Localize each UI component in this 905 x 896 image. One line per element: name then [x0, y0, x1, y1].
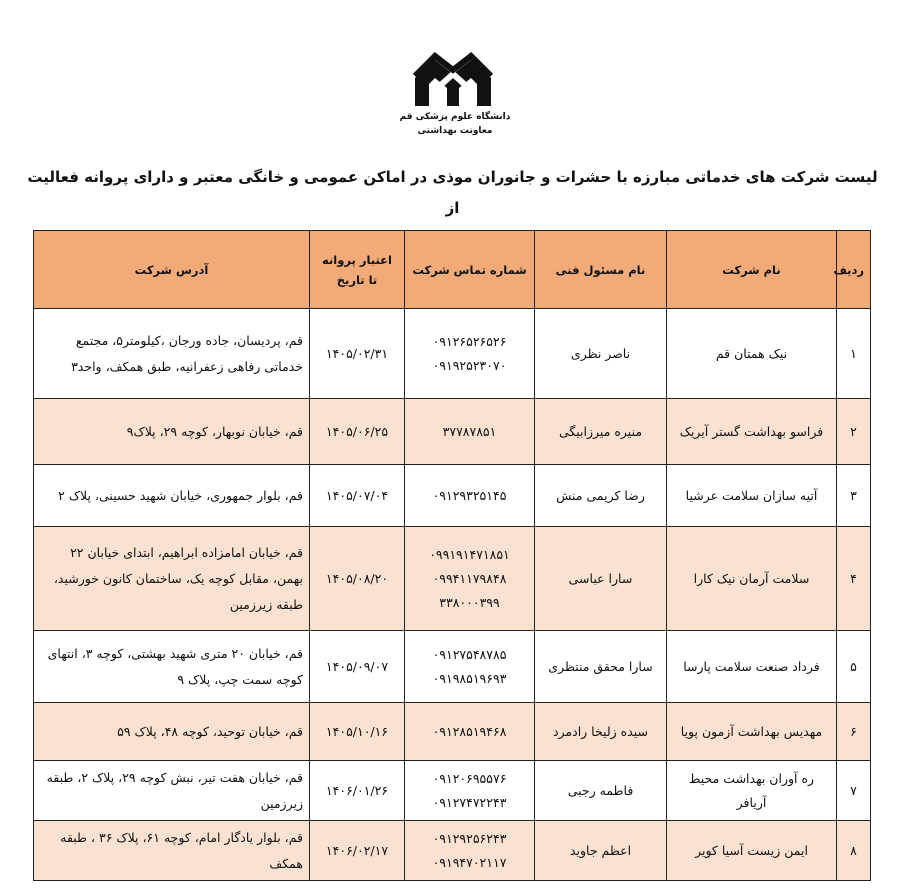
company-address: قم، خیابان امامزاده ابراهیم، ابتدای خیابان ۲۲ بهمن، مقابل کوچه یک، ساختمان کانون خورشید، طبقه زیرزمین — [34, 527, 310, 631]
phone-number: ۳۳۸۰۰۰۳۹۹ — [439, 594, 500, 610]
company-name: ایمن زیست آسیا کویر — [667, 821, 837, 881]
row-number: ۱ — [837, 309, 871, 399]
phone-number: ۰۹۱۲۸۵۱۹۴۶۸ — [432, 723, 507, 739]
company-address: قم، خیابان ۲۰ متری شهید بهشتی، کوچه ۳، انتهای کوچه سمت چپ، پلاک ۹ — [34, 631, 310, 703]
header-phone: شماره تماس شرکت — [405, 231, 535, 309]
company-address: قم، خیابان هفت تیر، نبش کوچه ۲۹، پلاک ۲، طبقه زیرزمین — [34, 761, 310, 821]
table-row — [34, 309, 871, 399]
header-manager: نام مسئول فنی — [535, 231, 667, 309]
phone-number: ۰۹۱۲۷۴۷۲۲۴۳ — [432, 794, 507, 810]
table-row — [34, 399, 871, 465]
manager-name: فاطمه رجبی — [535, 761, 667, 821]
phone-number: ۰۹۹۴۱۱۷۹۸۴۸ — [432, 570, 507, 586]
row-number: ۴ — [837, 527, 871, 631]
header-address: آدرس شرکت — [34, 231, 310, 309]
company-address: قم، خیابان نوبهار، کوچه ۲۹، پلاک۹ — [34, 399, 310, 465]
company-name: مهدیس بهداشت آزمون پویا — [667, 703, 837, 761]
row-number: ۳ — [837, 465, 871, 527]
logo-emblem-icon — [411, 48, 495, 110]
title-line-1: لیست شرکت های خدماتی مبارزه با حشرات و جانوران موذی در اماکن عمومی و خانگی معتبر و دارای پروانه فعالیت از — [27, 168, 878, 217]
row-number: ۶ — [837, 703, 871, 761]
phone-number: ۰۹۱۲۶۵۲۶۵۲۶ — [432, 333, 507, 349]
validity-date: ۱۴۰۵/۱۰/۱۶ — [310, 703, 405, 761]
header-row-number: ردیف — [837, 231, 871, 309]
phone-number: ۰۹۱۲۰۶۹۵۵۷۶ — [432, 770, 507, 786]
validity-date: ۱۴۰۶/۰۲/۱۷ — [310, 821, 405, 881]
company-name: ره آوران بهداشت محیط آریافر — [667, 761, 837, 821]
phone-number: ۰۹۱۲۷۵۴۸۷۸۵ — [432, 646, 507, 662]
validity-date: ۱۴۰۵/۰۷/۰۴ — [310, 465, 405, 527]
table-row — [34, 465, 871, 527]
validity-date: ۱۴۰۵/۰۲/۳۱ — [310, 309, 405, 399]
row-number: ۸ — [837, 821, 871, 881]
phone-number: ۰۹۱۹۸۵۱۹۶۹۳ — [432, 670, 507, 686]
manager-name: سیده زلیخا رادمرد — [535, 703, 667, 761]
phone-number: ۰۹۹۱۹۱۴۷۱۸۵۱ — [429, 546, 510, 562]
phone-cell — [405, 761, 535, 821]
table-row — [34, 527, 871, 631]
manager-name: منیره میرزابیگی — [535, 399, 667, 465]
validity-date: ۱۴۰۵/۰۹/۰۷ — [310, 631, 405, 703]
phone-number: ۳۷۷۸۷۸۵۱ — [442, 423, 497, 439]
phone-cell — [405, 821, 535, 881]
company-address: قم، بلوار جمهوری، خیابان شهید حسینی، پلاک ۲ — [34, 465, 310, 527]
company-address: قم، پردیسان، جاده ورجان ،کیلومتر۵، مجتمع خدماتی رفاهی زعفرانیه، طبق همکف، واحد۳ — [34, 309, 310, 399]
row-number: ۲ — [837, 399, 871, 465]
header-validity: اعتبار پروانه تا تاریخ — [310, 231, 405, 309]
phone-cell — [405, 399, 535, 465]
phone-cell — [405, 309, 535, 399]
company-name: فرداد صنعت سلامت پارسا — [667, 631, 837, 703]
phone-number: ۰۹۱۲۹۲۵۶۲۴۳ — [432, 830, 507, 846]
logo-caption — [390, 110, 520, 138]
table-row — [34, 761, 871, 821]
manager-name: ناصر نظری — [535, 309, 667, 399]
header-company: نام شرکت — [667, 231, 837, 309]
table-row — [34, 631, 871, 703]
phone-cell — [405, 527, 535, 631]
university-logo — [0, 48, 905, 110]
companies-table — [33, 230, 871, 881]
manager-name: سارا عباسی — [535, 527, 667, 631]
company-name: نیک همتان قم — [667, 309, 837, 399]
company-name: سلامت آرمان نیک کارا — [667, 527, 837, 631]
row-number: ۵ — [837, 631, 871, 703]
phone-number: ۰۹۱۲۹۳۲۵۱۴۵ — [432, 487, 507, 503]
manager-name: سارا محقق منتظری — [535, 631, 667, 703]
validity-date: ۱۴۰۵/۰۸/۲۰ — [310, 527, 405, 631]
validity-date: ۱۴۰۶/۰۱/۲۶ — [310, 761, 405, 821]
logo-line-university: دانشگاه علوم پزشکی قم — [399, 112, 511, 122]
table-row — [34, 821, 871, 881]
logo-line-deputy: معاونت بهداشتی — [417, 126, 493, 136]
manager-name: رضا کریمی منش — [535, 465, 667, 527]
table-header-row — [34, 231, 871, 309]
company-address: قم، خیابان توحید، کوچه ۴۸، پلاک ۵۹ — [34, 703, 310, 761]
phone-number: ۰۹۱۹۴۷۰۲۱۱۷ — [432, 854, 507, 870]
phone-cell — [405, 703, 535, 761]
validity-date: ۱۴۰۵/۰۶/۲۵ — [310, 399, 405, 465]
table-row — [34, 703, 871, 761]
phone-number: ۰۹۱۹۲۵۲۳۰۷۰ — [432, 357, 507, 373]
phone-cell — [405, 465, 535, 527]
company-address: قم، بلوار یادگار امام، کوچه ۶۱، پلاک ۳۶ ، طبقه همکف — [34, 821, 310, 881]
company-name: آتیه سازان سلامت عرشیا — [667, 465, 837, 527]
phone-cell — [405, 631, 535, 703]
row-number: ۷ — [837, 761, 871, 821]
manager-name: اعظم جاوید — [535, 821, 667, 881]
company-name: فراسو بهداشت گستر آیریک — [667, 399, 837, 465]
